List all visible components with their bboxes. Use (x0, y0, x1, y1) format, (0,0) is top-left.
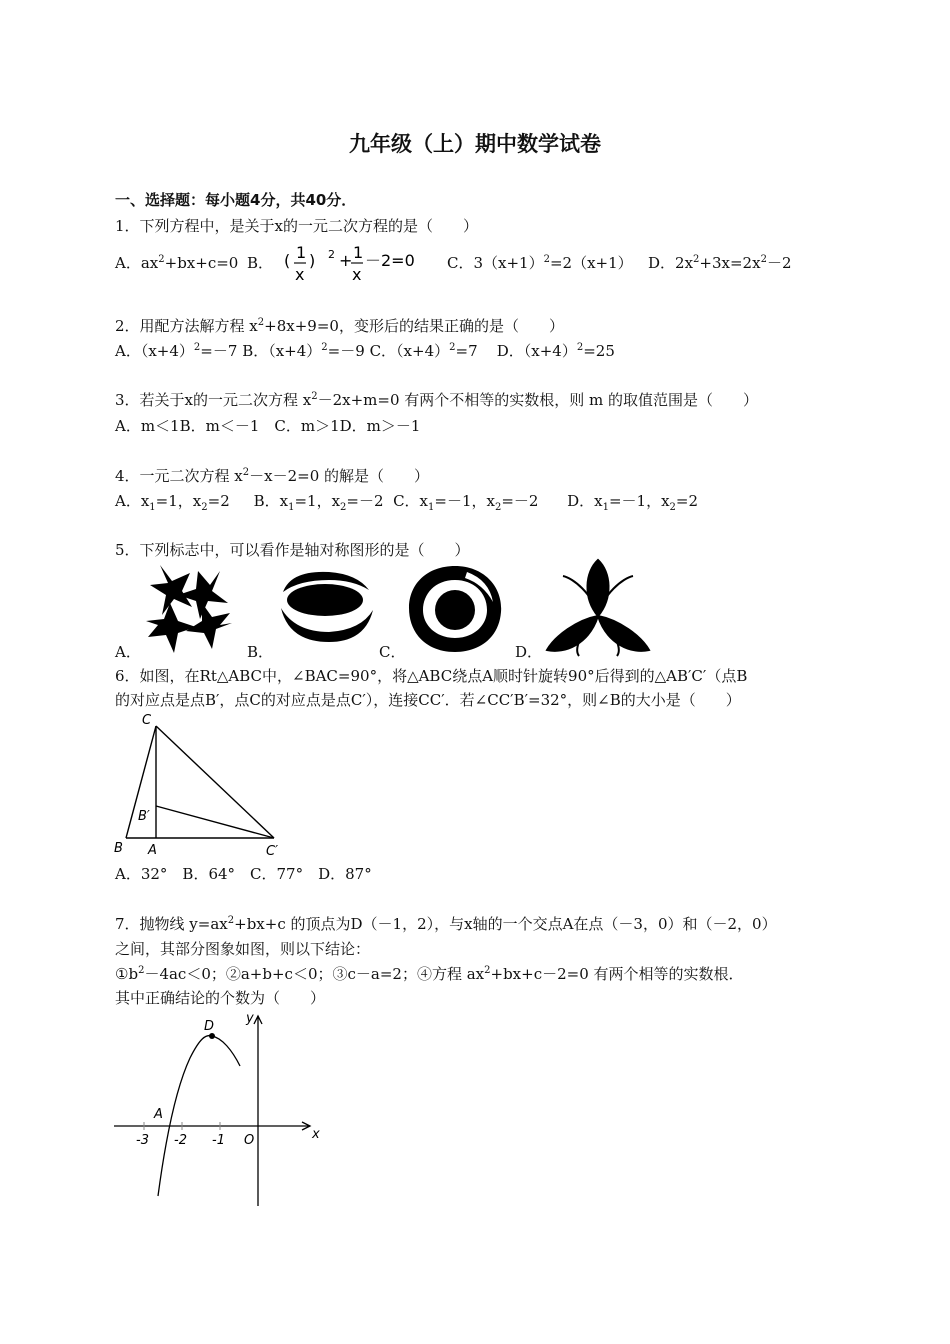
label-origin: O (244, 1133, 255, 1148)
q1-option-c: C．$3(x+1)^2=2(x+1)$ (447, 254, 633, 272)
q2-option-d: D．$(x+4)^2=25$ (496, 342, 615, 360)
logo-a-image (140, 563, 236, 659)
label-b: B (114, 841, 123, 856)
q4-option-b: B．$x_1=1$，$x_2=-2$ (253, 492, 384, 513)
q7-stem-2: 之间，其部分图象如图，则以下结论： (115, 940, 371, 958)
svg-text:(: ( (284, 251, 291, 270)
q6-options: A．32° B．64° C．77° D．87° (115, 865, 372, 883)
fraction-denominator-2: x (352, 265, 362, 284)
q5-label-b: B． (247, 643, 274, 661)
label-a: A (154, 1107, 163, 1122)
fraction-numerator-2: 1 (353, 244, 364, 262)
label-b-prime: B′ (138, 809, 150, 824)
q4-options (115, 491, 698, 511)
fraction-numerator: 1 (296, 244, 307, 262)
q7-stem-4: 其中正确结论的个数为（ ） (115, 989, 326, 1007)
q4-stem: 4．一元二次方程 $x^2-x-2=0$ 的解是（ ） (115, 467, 430, 485)
q2-option-a: A．$(x+4)^2=-7$ (115, 342, 238, 360)
q6-stem-2: 的对应点是点B′，点C的对应点是点C′），连接CC′．若∠CC′B′=32°，则∠B的大小是（ ） (115, 691, 741, 709)
label-c-prime: C′ (266, 844, 279, 859)
logo-c-image (405, 562, 505, 660)
q6-stem-1: 6．如图，在Rt△ABC中，∠BAC=90°，将△ABC绕点A顺时针旋转90°后得到的△AB′C′（点B (115, 667, 748, 685)
q4-option-c: C．$x_1=-1$，$x_2=-2$ (393, 492, 539, 513)
q2-options (115, 341, 615, 361)
q1-options (115, 253, 238, 273)
label-c: C (142, 713, 152, 728)
q4-option-d: D．$x_1=-1$，$x_2=2$ (567, 492, 699, 513)
svg-text:): ) (309, 251, 316, 270)
plus-sign: + (339, 251, 353, 270)
q3-stem: 3．若关于x的一元二次方程 $x^2-2x+m=0$ 有两个不相等的实数根，则 m 的取值范围是（ ） (115, 391, 759, 409)
label-x: x (312, 1127, 320, 1142)
q7-stem-1: 7．抛物线 $y=ax^2+bx+c$ 的顶点为D（－1，2），与x轴的一个交点A在点（－3，0）和（－2，0） (115, 915, 777, 933)
label-a: A (148, 843, 157, 858)
label-y: y (246, 1011, 254, 1026)
q6-triangle-figure (110, 710, 300, 864)
fraction-denominator: x (295, 265, 305, 284)
q2-option-c: C．$(x+4)^2=7$ (369, 342, 478, 360)
q5-stem: 5．下列标志中，可以看作是轴对称图形的是（ ） (115, 541, 470, 559)
q2-stem: 2．用配方法解方程 $x^2+8x+9=0$，变形后的结果正确的是（ ） (115, 317, 564, 335)
q1-option-a: A．$ax^2+bx+c=0$ (115, 254, 239, 272)
tick-minus-1: -1 (212, 1133, 225, 1148)
logo-b-image (273, 570, 377, 650)
q5-label-a: A． (115, 643, 141, 661)
q7-stem-3: $①b^2-4ac<0$；②a+b+c＜0；③c－a=2；④方程 $ax^2+bx+c-2=0$ 有两个相等的实数根． (115, 965, 744, 983)
q1-stem: 1．下列方程中，是关于x的一元二次方程的是（ ） (115, 217, 479, 235)
q1-option-d: D．$2x^2+3x=2x^2-2$ (648, 254, 792, 272)
page-title: 九年级（上）期中数学试卷 (349, 132, 601, 156)
q5-label-c: C． (379, 643, 406, 661)
q3-options: A．m＜1B．m＜－1 C．m＞1D．m＞－1 (115, 417, 421, 435)
exponent: 2 (328, 248, 335, 261)
q4-option-a: A．$x_1=1$，$x_2=2$ (115, 492, 230, 513)
q5-label-d: D． (515, 643, 543, 661)
label-d: D (204, 1019, 215, 1034)
tick-minus-3: -3 (136, 1133, 149, 1148)
q2-option-b: B．$(x+4)^2=-9$ (242, 342, 365, 360)
section-heading: 一、选择题：每小题4分，共40分． (115, 191, 357, 209)
q7-parabola-figure (110, 1006, 330, 1214)
tick-minus-2: -2 (174, 1133, 187, 1148)
logo-d-image (543, 558, 653, 662)
q1-option-b-label: B． (247, 254, 274, 272)
q1-option-b-formula (284, 244, 424, 290)
formula-rest: －2=0 (365, 251, 415, 270)
